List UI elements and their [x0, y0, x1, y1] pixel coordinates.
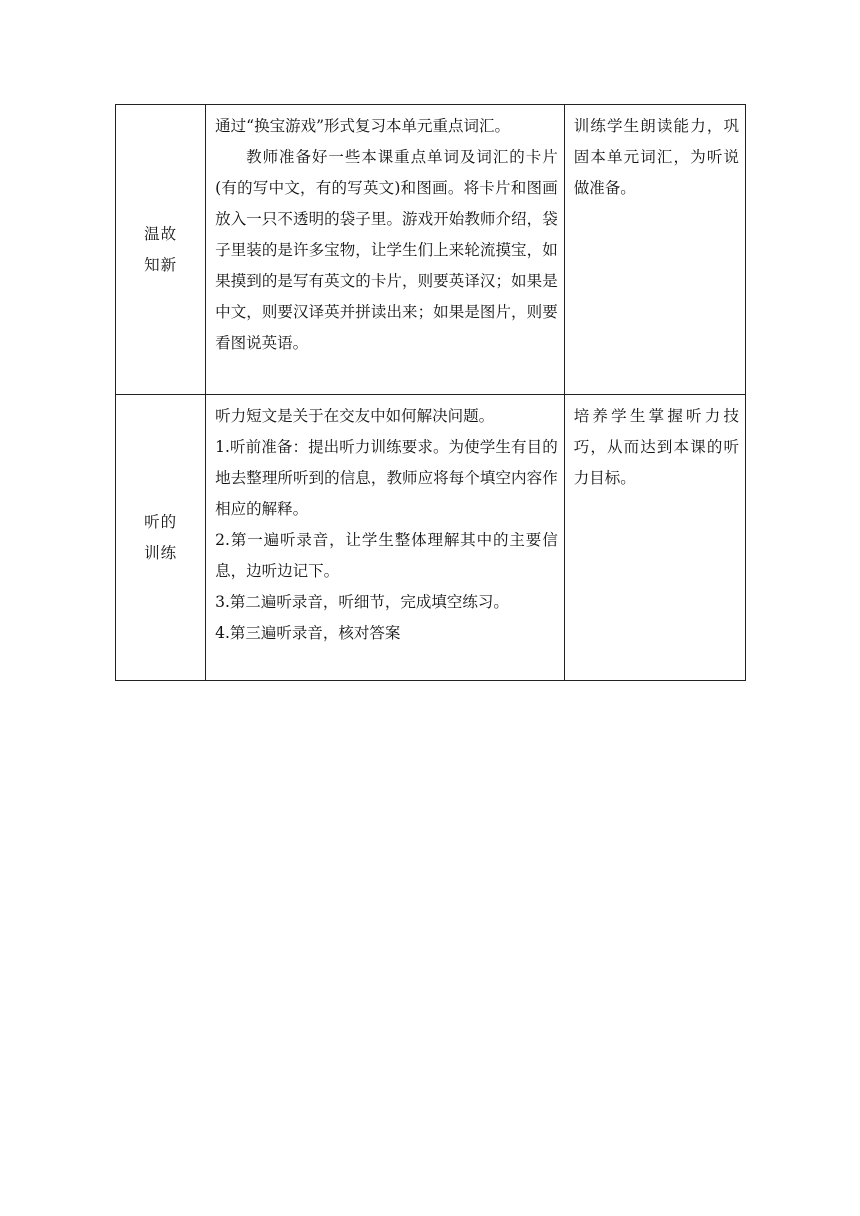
- purpose-cell: [564, 105, 745, 395]
- stage-cell: [116, 395, 206, 681]
- activity-cell: [206, 105, 565, 395]
- stage-label-line: 听的: [144, 512, 178, 531]
- stage-label-line: 训练: [144, 543, 178, 562]
- lesson-plan-table: [115, 104, 746, 681]
- stage-label-line: 温故: [144, 224, 178, 243]
- table-row: [116, 395, 746, 681]
- table-row: [116, 105, 746, 395]
- activity-step: 2.第一遍听录音，让学生整体理解其中的主要信息，边听边记下。: [215, 531, 558, 580]
- stage-cell: [116, 105, 206, 395]
- activity-step: 1.听前准备：提出听力训练要求。为使学生有目的地去整理所听到的信息，教师应将每个填空内容作相应的解释。: [215, 438, 558, 518]
- purpose-cell: [564, 395, 745, 681]
- purpose-text: 培养学生掌握听力技巧，从而达到本课的听力目标。: [573, 407, 739, 487]
- purpose-text: 训练学生朗读能力，巩固本单元词汇，为听说做准备。: [573, 117, 739, 197]
- activity-paragraph: 通过“换宝游戏”形式复习本单元重点词汇。: [215, 117, 510, 135]
- activity-step: 3.第二遍听录音，听细节，完成填空练习。: [215, 593, 509, 611]
- activity-cell: [206, 395, 565, 681]
- activity-paragraph: 听力短文是关于在交友中如何解决问题。: [215, 407, 495, 425]
- stage-label-line: 知新: [144, 255, 178, 274]
- activity-paragraph: 教师准备好一些本课重点单词及词汇的卡片(有的写中文，有的写英文)和图画。将卡片和图画放入一只不透明的袋子里。游戏开始教师介绍，袋子里装的是许多宝物，让学生们上来轮流摸宝，如果摸到的是写有英文的卡片，则要英译汉；如果是中文，则要汉译英并拼读出来；如果是图片，则要看图说英语。: [215, 148, 558, 352]
- activity-step: 4.第三遍听录音，核对答案: [215, 624, 401, 642]
